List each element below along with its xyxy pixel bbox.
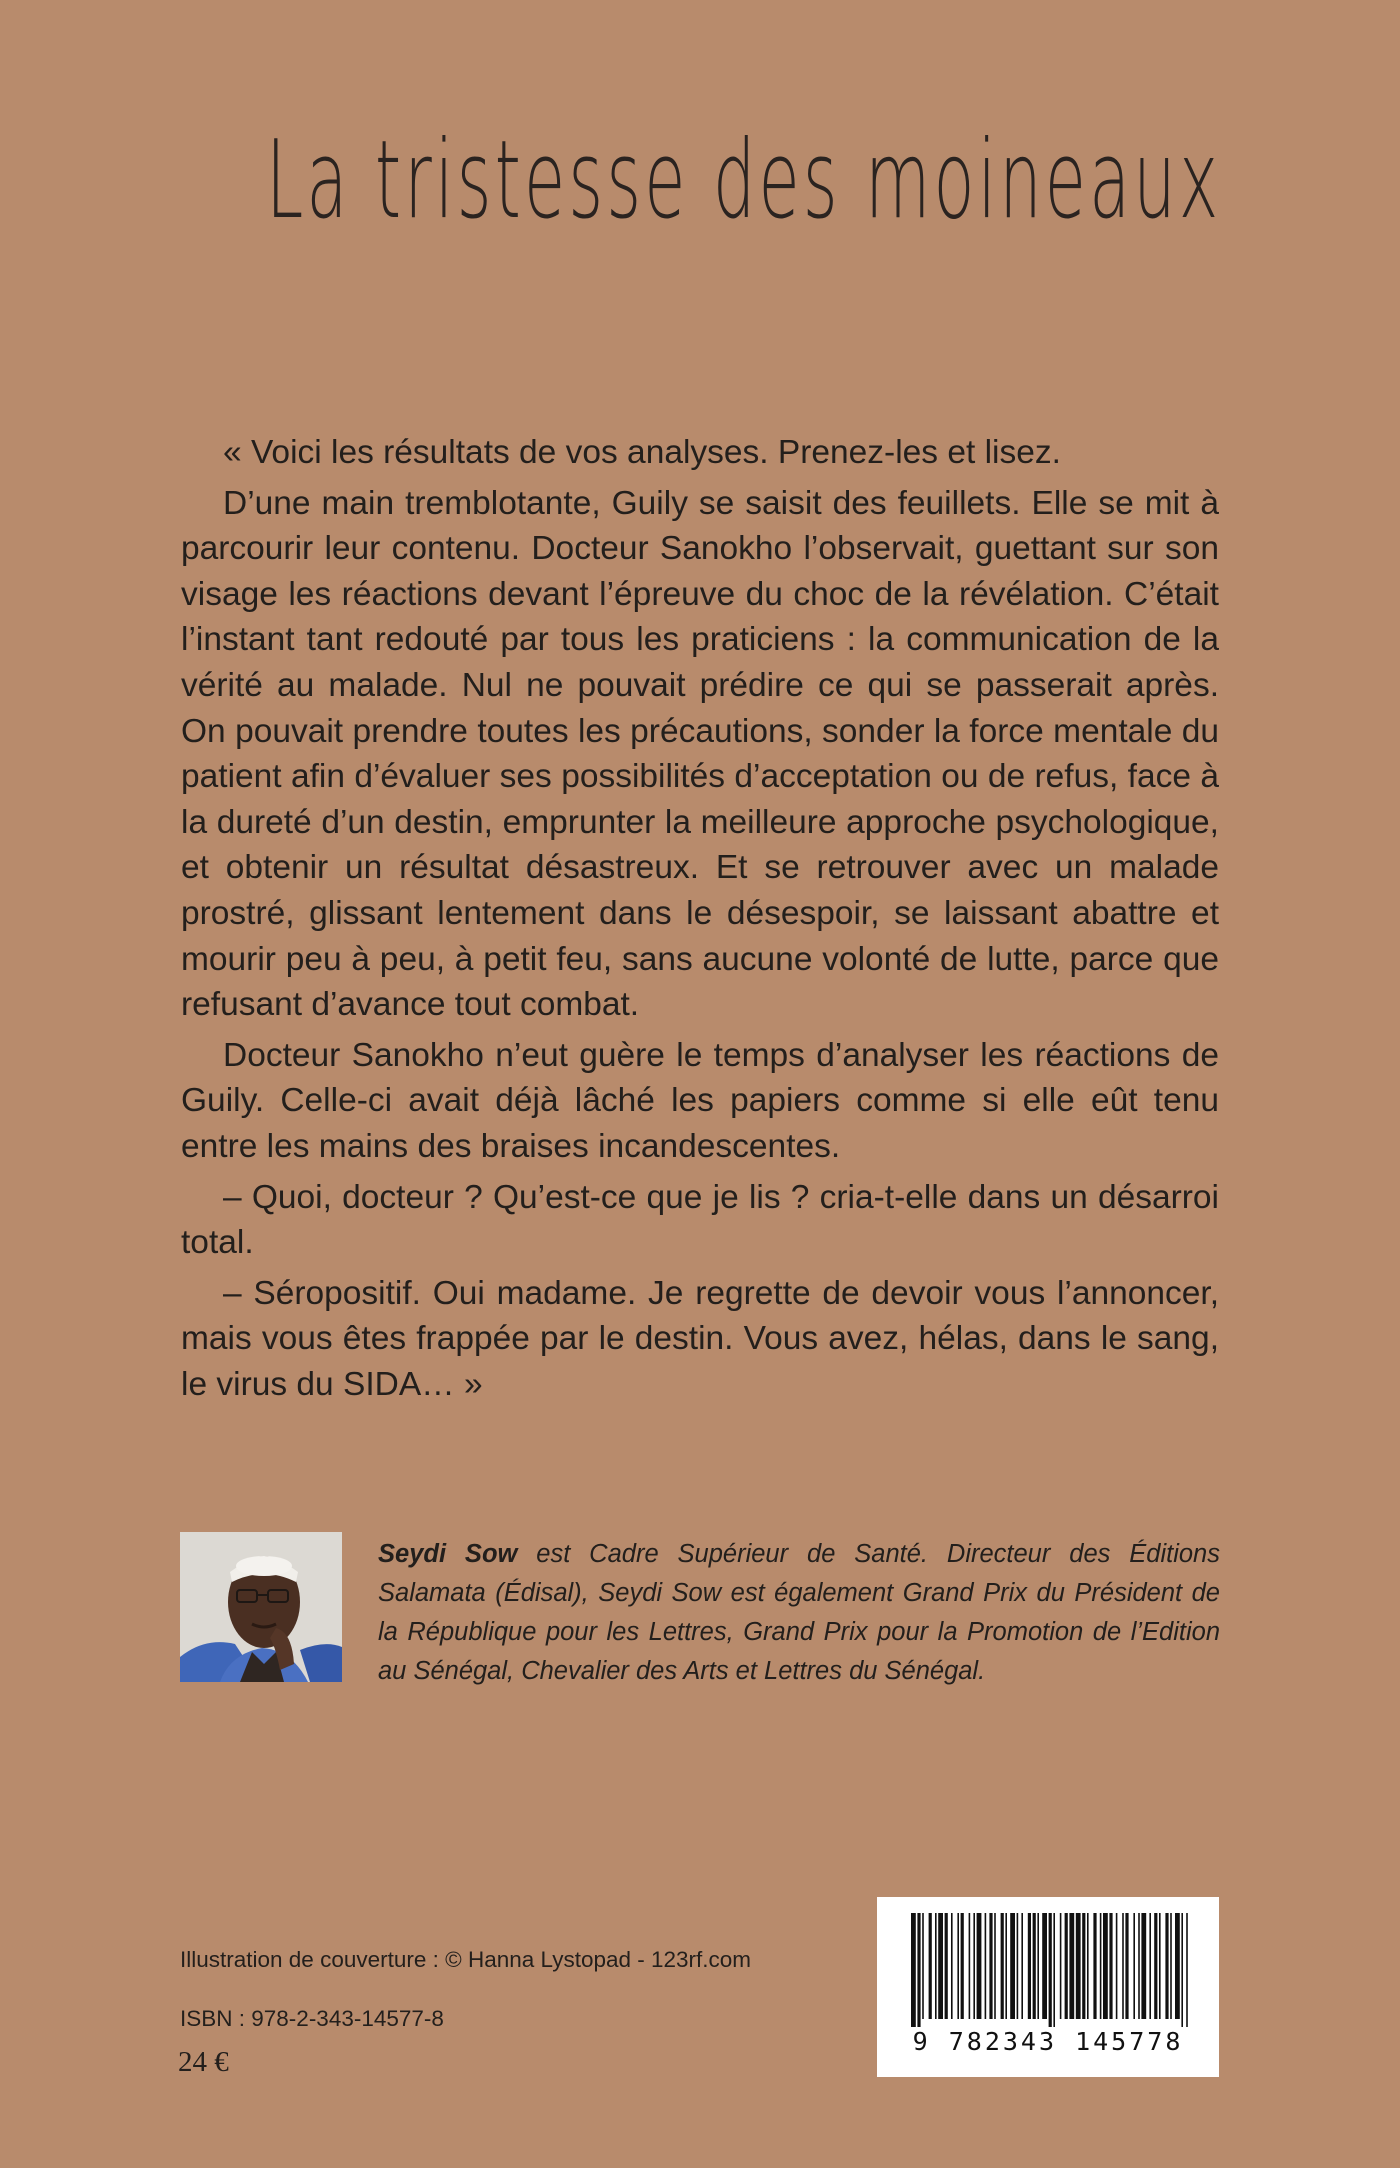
- barcode-bar: [1082, 1913, 1085, 2019]
- barcode-bar: [1010, 1913, 1015, 2019]
- barcode-bar: [929, 1913, 932, 2019]
- barcode-bar: [1125, 1913, 1128, 2019]
- barcode-bars: [877, 1897, 1219, 2027]
- barcode-bar: [917, 1913, 920, 2027]
- excerpt-paragraph: – Séropositif. Oui madame. Je regrette de devoir vous l’annoncer, mais vous êtes frappée par le destin. Vous avez, hélas, dans le sang, le virus du SIDA… »: [181, 1274, 1219, 1403]
- excerpt-text: [181, 430, 1219, 1412]
- barcode-bar: [1159, 1913, 1161, 2019]
- barcode-bar: [1005, 1913, 1007, 2019]
- author-photo: [180, 1532, 342, 1682]
- barcode-bar: [1103, 1913, 1108, 2019]
- barcode-bar: [1069, 1913, 1074, 2019]
- barcode-bar: [1060, 1913, 1062, 2019]
- barcode-bar: [1001, 1913, 1004, 2019]
- price-label: 24 €: [178, 2046, 229, 2078]
- barcode-bar: [1021, 1913, 1023, 2019]
- barcode-bar: [1087, 1913, 1089, 2019]
- barcode-bar: [938, 1913, 943, 2019]
- barcode-bar: [1186, 1913, 1188, 2027]
- barcode-bar: [1138, 1913, 1140, 2019]
- barcode-bar: [951, 1913, 953, 2019]
- barcode-bar: [1053, 1913, 1055, 2027]
- barcode-bar: [1076, 1913, 1081, 2019]
- barcode-bar: [1122, 1913, 1124, 2019]
- excerpt-paragraph: Docteur Sanokho n’eut guère le temps d’analyser les réactions de Guily. Celle-ci avait déjà lâché les papiers comme si elle eût tenu entre les mains des braises incandescentes.: [181, 1036, 1219, 1165]
- barcode-bar: [1141, 1913, 1146, 2019]
- barcode-bar: [961, 1913, 964, 2019]
- barcode-bar: [1049, 1913, 1052, 2027]
- excerpt-paragraph: D’une main tremblotante, Guily se saisit des feuillets. Elle se mit à parcourir leur contenu. Docteur Sanokho l’observait, guettant sur son visage les réactions devant l’épreuve du choc de la révélation. C’était l’instant tant redouté par tous les praticiens : la communication de la vérité au malade. Nul ne pouvait prédire ce qui se passerait après. On pouvait prendre toutes les précautions, sonder la force mentale du patient afin d’évaluer ses possibilités d’acceptation ou de refus, face à la dureté d’un destin, emprunter la meilleure approche psychologique, et obtenir un résultat désastreux. Et se retrouver avec un malade prostré, glissant lentement dans le désespoir, se laissant abattre et mourir peu à peu, à petit feu, sans aucune volonté de lutte, parce que refusant d’avance tout combat.: [181, 484, 1219, 1024]
- book-title: La tristesse des moineaux: [266, 118, 1222, 243]
- barcode-bar: [1116, 1913, 1118, 2019]
- barcode-bar: [935, 1913, 937, 2019]
- barcode-bar: [973, 1913, 975, 2019]
- barcode-bar: [1093, 1913, 1096, 2019]
- barcode-bar: [1042, 1913, 1047, 2019]
- barcode-bar: [994, 1913, 996, 2019]
- barcode-bar: [1065, 1913, 1068, 2019]
- barcode-bar: [1017, 1913, 1019, 2019]
- barcode: [877, 1897, 1219, 2077]
- barcode-bar: [985, 1913, 987, 2019]
- barcode-bar: [1181, 1913, 1183, 2027]
- excerpt-paragraph: « Voici les résultats de vos analyses. Prenez-les et lisez.: [223, 434, 1061, 471]
- barcode-bar: [1133, 1913, 1135, 2019]
- author-bio: [378, 1535, 1220, 1691]
- barcode-bar: [1028, 1913, 1031, 2019]
- barcode-bar: [1037, 1913, 1039, 2019]
- excerpt-paragraph: – Quoi, docteur ? Qu’est-ce que je lis ? cria-t-elle dans un désarroi total.: [181, 1178, 1219, 1262]
- barcode-bar: [1033, 1913, 1036, 2019]
- barcode-bar: [1100, 1913, 1102, 2019]
- barcode-bar: [969, 1913, 971, 2019]
- barcode-number: 9 782343 145778: [912, 2027, 1184, 2056]
- barcode-bar: [1149, 1913, 1151, 2019]
- barcode-bar: [1154, 1913, 1157, 2019]
- author-name: Seydi Sow: [378, 1540, 518, 1568]
- author-bio-text: est Cadre Supérieur de Santé. Directeur des Éditions Salamata (Édisal), Seydi Sow est également Grand Prix du Président de la République pour les Lettres, Grand Prix pour la Promotion de l’Edition au Sénégal, Chevalier des Arts et Lettres du Sénégal.: [378, 1540, 1220, 1685]
- barcode-bar: [945, 1913, 948, 2019]
- barcode-bar: [911, 1913, 916, 2027]
- barcode-bar: [989, 1913, 992, 2019]
- barcode-bar: [1170, 1913, 1172, 2019]
- barcode-bar: [1109, 1913, 1112, 2019]
- barcode-bar: [1165, 1913, 1168, 2019]
- isbn-label: ISBN : 978-2-343-14577-8: [180, 2006, 444, 2031]
- cover-credit: Illustration de couverture : © Hanna Lystopad - 123rf.com: [180, 1947, 752, 1972]
- barcode-bar: [922, 1913, 924, 2019]
- barcode-bar: [957, 1913, 959, 2019]
- barcode-bar: [1175, 1913, 1180, 2019]
- barcode-bar: [977, 1913, 982, 2019]
